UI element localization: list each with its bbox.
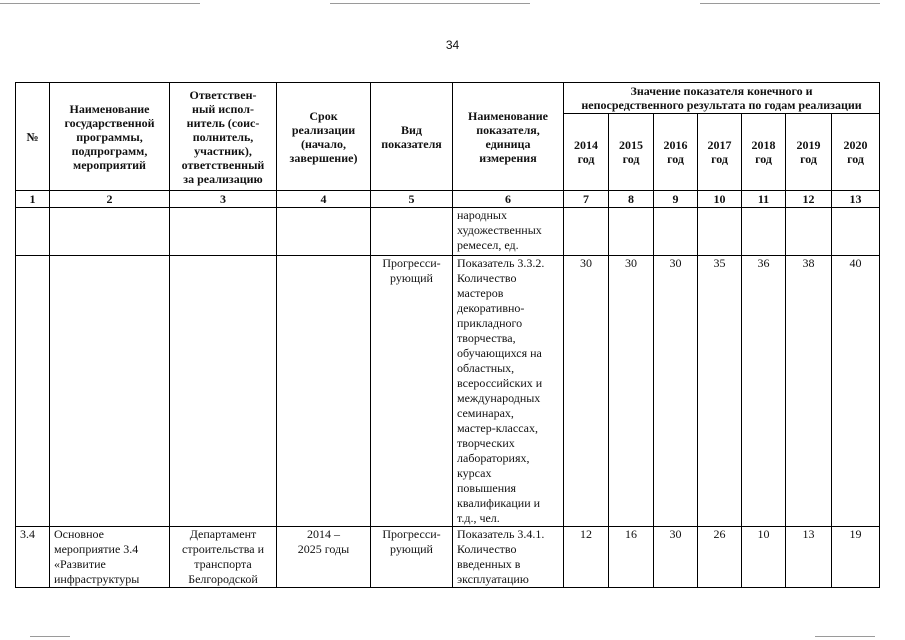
column-number: 13 <box>832 191 880 208</box>
cell-value-2020: 40 <box>832 256 880 527</box>
cell-indicator-kind: Прогресси- рующий <box>371 256 453 527</box>
cell-value-2017: 35 <box>698 256 742 527</box>
cell-term: 2014 – 2025 годы <box>277 527 371 588</box>
cell-value-2015 <box>609 208 654 256</box>
cell-term <box>277 208 371 256</box>
cell-no: 3.4 <box>16 527 50 588</box>
cell-value-2017 <box>698 208 742 256</box>
table-row <box>16 256 880 527</box>
cell-value-2020: 19 <box>832 527 880 588</box>
cell-value-2019: 38 <box>786 256 832 527</box>
cell-value-2018 <box>742 208 786 256</box>
cell-executor <box>170 256 277 527</box>
header-indicator-name: Наименование показателя, единица измерения <box>453 83 564 191</box>
header-year-2016: 2016 год <box>654 114 698 191</box>
indicators-table <box>15 82 880 588</box>
header-values-group: Значение показателя конечного и непосредственного результата по годам реализации <box>564 83 880 114</box>
column-number: 9 <box>654 191 698 208</box>
cell-value-2017: 26 <box>698 527 742 588</box>
column-number: 8 <box>609 191 654 208</box>
column-number: 6 <box>453 191 564 208</box>
cell-value-2018: 10 <box>742 527 786 588</box>
cell-value-2014 <box>564 208 609 256</box>
scan-edge-top-left <box>0 3 200 4</box>
cell-executor: Департамент строительства и транспорта Белгородской <box>170 527 277 588</box>
column-number: 12 <box>786 191 832 208</box>
header-term: Срок реализации (начало, завершение) <box>277 83 371 191</box>
cell-value-2016 <box>654 208 698 256</box>
cell-indicator-name: Показатель 3.3.2. Количество мастеров декоративно- прикладного творчества, обучающихся на областных, всероссийских и международных семинарах, мастер-классах, творческих лабораториях, курсах повышения квалификации и т.д., чел. <box>453 256 564 527</box>
header-year-2017: 2017 год <box>698 114 742 191</box>
scan-edge-bottom-right <box>815 636 875 637</box>
scan-edge-bottom-left <box>30 636 70 637</box>
column-number: 3 <box>170 191 277 208</box>
column-number: 5 <box>371 191 453 208</box>
table-row <box>16 527 880 588</box>
column-number: 2 <box>50 191 170 208</box>
header-year-2019: 2019 год <box>786 114 832 191</box>
header-year-2018: 2018 год <box>742 114 786 191</box>
cell-value-2019: 13 <box>786 527 832 588</box>
header-no: № <box>16 83 50 191</box>
cell-indicator-kind: Прогресси- рующий <box>371 527 453 588</box>
cell-value-2018: 36 <box>742 256 786 527</box>
column-number: 4 <box>277 191 371 208</box>
cell-indicator-kind <box>371 208 453 256</box>
header-indicator-kind: Вид показателя <box>371 83 453 191</box>
scan-edge-top-middle <box>330 3 530 4</box>
header-row-top <box>16 83 880 114</box>
header-program-name: Наименование государственной программы, подпрограмм, мероприятий <box>50 83 170 191</box>
column-numbers-row <box>16 191 880 208</box>
cell-program-name: Основное мероприятие 3.4 «Развитие инфраструктуры <box>50 527 170 588</box>
header-executor: Ответствен- ный испол- нитель (соис- полнитель, участник), ответственный за реализацию <box>170 83 277 191</box>
cell-indicator-name: Показатель 3.4.1. Количество введенных в эксплуатацию <box>453 527 564 588</box>
cell-program-name <box>50 208 170 256</box>
cell-value-2019 <box>786 208 832 256</box>
page-number: 34 <box>445 38 460 52</box>
header-year-2015: 2015 год <box>609 114 654 191</box>
cell-value-2014: 30 <box>564 256 609 527</box>
header-year-2014: 2014 год <box>564 114 609 191</box>
column-number: 10 <box>698 191 742 208</box>
cell-term <box>277 256 371 527</box>
cell-value-2016: 30 <box>654 256 698 527</box>
table-row <box>16 208 880 256</box>
cell-value-2015: 30 <box>609 256 654 527</box>
cell-value-2020 <box>832 208 880 256</box>
cell-value-2015: 16 <box>609 527 654 588</box>
cell-no <box>16 208 50 256</box>
column-number: 7 <box>564 191 609 208</box>
cell-value-2016: 30 <box>654 527 698 588</box>
cell-executor <box>170 208 277 256</box>
column-number: 11 <box>742 191 786 208</box>
header-year-2020: 2020 год <box>832 114 880 191</box>
cell-program-name <box>50 256 170 527</box>
scan-edge-top-right <box>700 3 880 4</box>
cell-no <box>16 256 50 527</box>
cell-indicator-name: народных художественных ремесел, ед. <box>453 208 564 256</box>
cell-value-2014: 12 <box>564 527 609 588</box>
column-number: 1 <box>16 191 50 208</box>
